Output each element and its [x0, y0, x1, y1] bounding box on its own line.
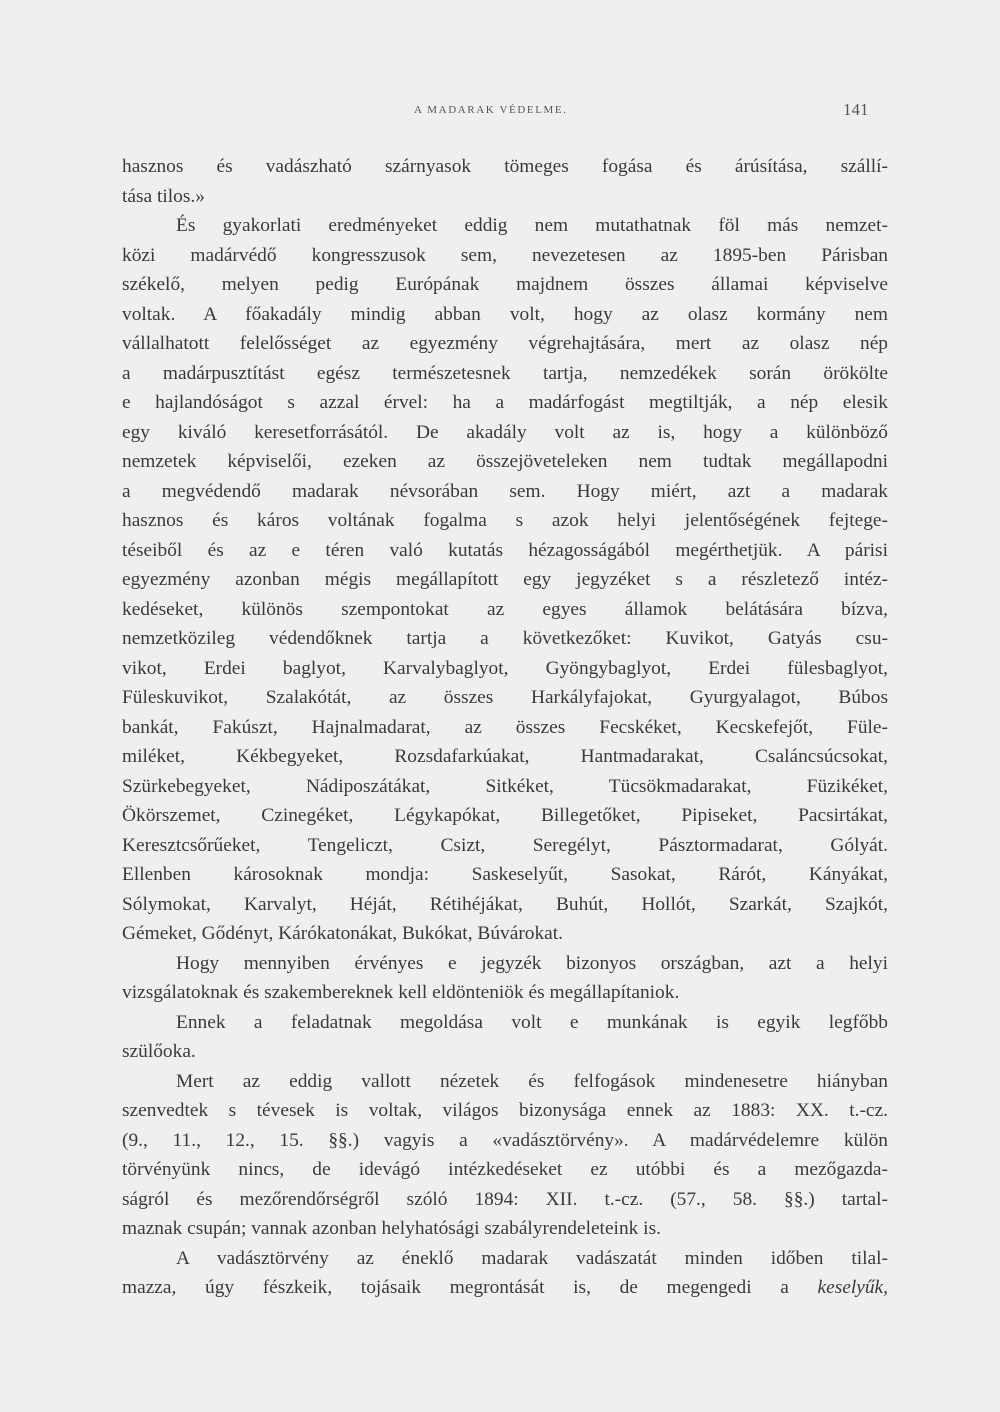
text-line [122, 270, 888, 300]
text-line [122, 1273, 888, 1303]
text-line-content: Ennek a feladatnak megoldása volt e munkának is egyik legfőbb [176, 1011, 888, 1033]
text-line [122, 713, 888, 743]
text-line [122, 595, 888, 625]
text-line-content: szülőoka. [122, 1041, 196, 1062]
text-line [122, 1244, 888, 1274]
text-line [122, 1096, 888, 1126]
running-title: A MADARAK VÉDELME. [414, 104, 568, 116]
text-line [122, 860, 888, 890]
text-line [122, 1214, 888, 1244]
text-line-content: hasznos és vadászható szárnyasok tömeges fogása és árúsítása, szállí- [122, 156, 888, 177]
text-line [122, 447, 888, 477]
text-line [122, 536, 888, 566]
text-line-content: maznak csupán; vannak azonban helyhatósági szabályrendeleteink is. [122, 1218, 661, 1239]
text-line [122, 300, 888, 330]
text-line [122, 388, 888, 418]
text-line [122, 654, 888, 684]
text-line-content: kedéseket, különös szempontokat az egyes államok belátására bízva, [122, 598, 888, 620]
text-line-content: tása tilos.» [122, 185, 205, 207]
text-line-content: Füleskuvikot, Szalakótát, az összes Harkályfajokat, Gyurgyalagot, Búbos [122, 687, 888, 708]
text-line [122, 890, 888, 920]
text-line [122, 477, 888, 507]
text-line-content: Sólymokat, Karvalyt, Héját, Rétihéjákat, Buhút, Hollót, Szarkát, Szajkót, [122, 893, 888, 915]
text-line-content: És gyakorlati eredményeket eddig nem mutathatnak föl más nemzet- [176, 215, 888, 236]
text-line [122, 949, 888, 979]
text-line-content: e hajlandóságot s azzal érvel: ha a madárfogást megtiltják, a nép elesik [122, 392, 888, 413]
text-line-content: Gémeket, Gődényt, Kárókatonákat, Bukókat, Búvárokat. [122, 923, 564, 944]
text-line [122, 182, 888, 212]
text-line-content: bankát, Fakúszt, Hajnalmadarat, az összes Fecskéket, Kecskefejőt, Füle- [122, 716, 888, 738]
text-line [122, 152, 888, 182]
running-head [0, 100, 1000, 128]
text-line [122, 978, 888, 1008]
text-line-content: Szürkebegyeket, Nádiposzátákat, Sitkéket, Tücsökmadarakat, Füzikéket, [122, 775, 888, 797]
body-text [122, 152, 888, 1303]
text-line [122, 418, 888, 448]
text-line-content: vizsgálatoknak és szakembereknek kell eldönteniök és megállapítaniok. [122, 982, 680, 1003]
text-line-content: a megvédendő madarak névsorában sem. Hogy miért, azt a madarak [122, 480, 888, 502]
text-line [122, 1126, 888, 1156]
italic-word: keselyűk, [817, 1277, 888, 1298]
text-line [122, 506, 888, 536]
text-line-content: közi madárvédő kongresszusok sem, nevezetesen az 1895-ben Párisban [122, 244, 888, 266]
text-line-content: egy kiváló keresetforrásától. De akadály volt az is, hogy a különböző [122, 421, 888, 443]
text-line-content: hasznos és káros voltának fogalma s azok helyi jelentőségének fejtege- [122, 510, 888, 531]
text-line-content: nemzetközileg védendőknek tartja a következőket: Kuvikot, Gatyás csu- [122, 628, 888, 649]
text-line-content: vikot, Erdei baglyot, Karvalybaglyot, Gyöngybaglyot, Erdei fülesbaglyot, [122, 657, 888, 679]
text-line-content: törvényünk nincs, de idevágó intézkedéseket ez utóbbi és a mezőgazda- [122, 1159, 888, 1180]
text-line [122, 919, 888, 949]
text-line [122, 831, 888, 861]
text-line-content: mazza, úgy fészkeik, tojásaik megrontását is, de megengedi a [122, 1277, 789, 1298]
text-line [122, 211, 888, 241]
text-line-content: Keresztcsőrűeket, Tengeliczt, Csizt, Seregélyt, Pásztormadarat, Gólyát. [122, 834, 888, 856]
text-line-content: Ellenben károsoknak mondja: Saskeselyűt, Sasokat, Rárót, Kányákat, [122, 864, 888, 885]
text-line-content: A vadásztörvény az éneklő madarak vadászatát minden időben tilal- [176, 1247, 888, 1269]
text-line [122, 329, 888, 359]
text-line [122, 683, 888, 713]
text-line-content: a madárpusztítást egész természetesnek tartja, nemzedékek során örökölte [122, 362, 888, 384]
text-line-content: szenvedtek s tévesek is voltak, világos bizonysága ennek az 1883: XX. t.-cz. [122, 1100, 888, 1121]
text-line-content: miléket, Kékbegyeket, Rozsdafarkúakat, Hantmadarakat, Csaláncsúcsokat, [122, 746, 888, 767]
text-line-content: nemzetek képviselői, ezeken az összejöveteleken nem tudtak megállapodni [122, 451, 888, 472]
text-line-content: egyezmény azonban mégis megállapított egy jegyzéket s a részletező intéz- [122, 569, 888, 590]
text-line-content: székelő, melyen pedig Európának majdnem összes államai képviselve [122, 274, 888, 295]
text-line [122, 241, 888, 271]
text-line-content: Hogy mennyiben érvényes e jegyzék bizonyos országban, azt a helyi [176, 952, 888, 974]
text-line [122, 359, 888, 389]
text-line [122, 772, 888, 802]
text-line-content: voltak. A főakadály mindig abban volt, hogy az olasz kormány nem [122, 303, 888, 325]
text-line [122, 624, 888, 654]
text-line [122, 565, 888, 595]
text-line [122, 1067, 888, 1097]
text-line [122, 801, 888, 831]
text-line [122, 1185, 888, 1215]
text-line-content: téseiből és az e téren való kutatás hézagosságából megérthetjük. A párisi [122, 539, 888, 561]
text-line-content: Ökörszemet, Czinegéket, Légykapókat, Billegetőket, Pipiseket, Pacsirtákat, [122, 805, 888, 826]
text-line [122, 742, 888, 772]
text-line [122, 1155, 888, 1185]
text-line-content: Mert az eddig vallott nézetek és felfogások mindenesetre hiányban [176, 1070, 888, 1092]
text-line-content: vállalhatott felelősséget az egyezmény végrehajtására, mert az olasz nép [122, 333, 888, 354]
text-line-content: (9., 11., 12., 15. §§.) vagyis a «vadásztörvény». A madárvédelemre külön [122, 1129, 888, 1151]
text-line [122, 1008, 888, 1038]
text-line [122, 1037, 888, 1067]
page-number: 141 [843, 100, 869, 119]
text-line-content: ságról és mezőrendőrségről szóló 1894: XII. t.-cz. (57., 58. §§.) tartal- [122, 1188, 888, 1210]
